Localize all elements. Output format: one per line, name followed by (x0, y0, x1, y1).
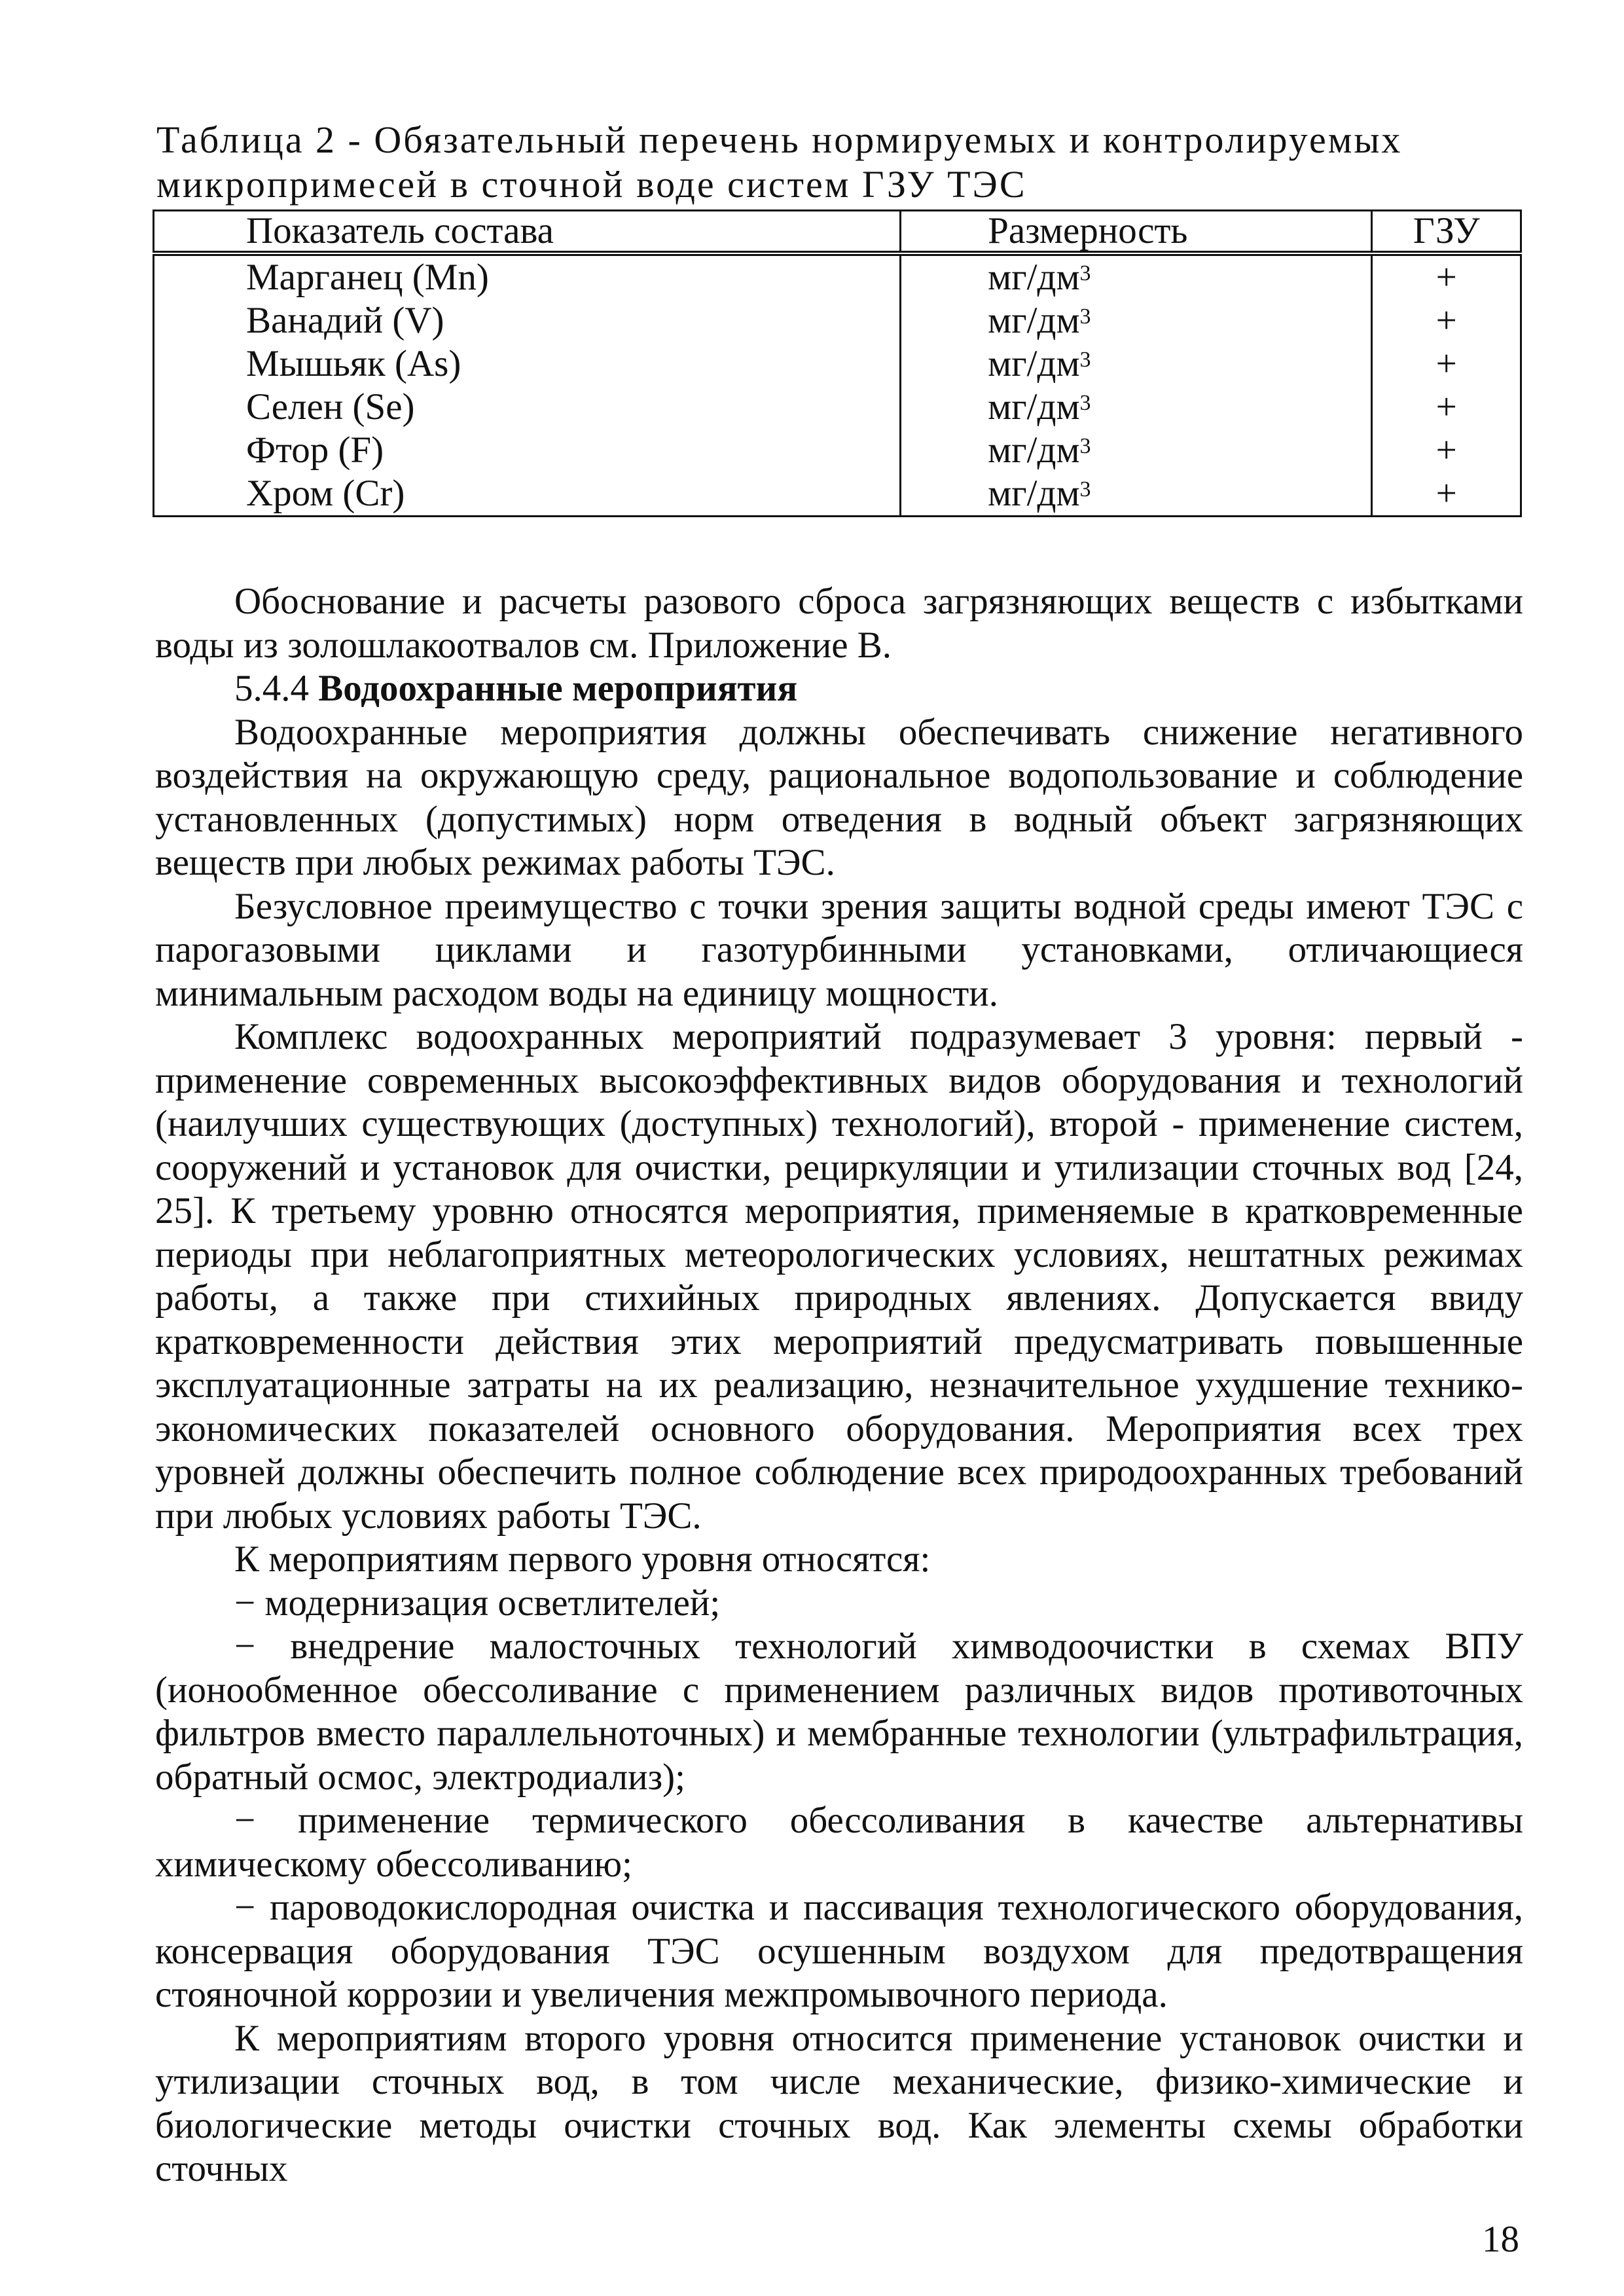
section-number: 5.4.4 (234, 668, 309, 709)
section-heading (155, 667, 1523, 711)
row-unit (901, 253, 1372, 299)
table-header-row (154, 211, 1521, 254)
unit-base: мг/дм (988, 343, 1080, 384)
row-unit (901, 299, 1372, 342)
row-indicator: Ванадий (V) (154, 299, 901, 342)
paragraph-second-level: К мероприятиям второго уровня относится применение установок очистки и утилизации сточных вод, в том числе механические, физико-химические и биологические методы очистки сточных вод. Как элементы схемы обработки сточных (155, 2017, 1523, 2189)
table-row (154, 299, 1521, 342)
unit-power: 3 (1079, 434, 1091, 458)
row-mark: + (1372, 253, 1521, 299)
unit-base: мг/дм (988, 429, 1080, 471)
paragraph-justification: Обоснование и расчеты разового сброса загрязняющих веществ с избытками воды из золошлакоотвалов см. Приложение В. (155, 581, 1523, 666)
section-title: Водоохранные мероприятия (318, 668, 798, 709)
row-indicator: Селен (Se) (154, 386, 901, 429)
page-number: 18 (1482, 2219, 1519, 2260)
list-item: − применение термического обессоливания в качестве альтернативы химическому обессоливанию; (155, 1800, 1523, 1885)
unit-power: 3 (1079, 304, 1091, 329)
row-indicator: Фтор (F) (154, 429, 901, 472)
header-unit: Размерность (901, 211, 1372, 254)
row-mark: + (1372, 299, 1521, 342)
paragraph-first-level-intro: К мероприятиям первого уровня относятся: (234, 1539, 931, 1580)
row-mark: + (1372, 342, 1521, 386)
unit-base: мг/дм (988, 300, 1080, 341)
body-text (155, 580, 1523, 2191)
row-mark: + (1372, 472, 1521, 517)
row-mark: + (1372, 386, 1521, 429)
paragraph-advantage: Безусловное преимущество с точки зрения защиты водной среды имеют ТЭС с парогазовыми циклами и газотурбинными установками, отличающиеся минимальным расходом воды на единицу мощности. (155, 885, 1523, 1014)
paragraph-purpose: Водоохранные мероприятия должны обеспечивать снижение негативного воздействия на окружающую среду, рациональное водопользование и соблюдение установленных (допустимых) норм отведения в водный объект загрязняющих веществ при любых режимах работы ТЭС. (155, 711, 1523, 883)
impurities-table (153, 210, 1522, 517)
table-row (154, 342, 1521, 386)
unit-power: 3 (1079, 348, 1091, 372)
row-mark: + (1372, 429, 1521, 472)
header-gzu: ГЗУ (1372, 211, 1521, 254)
unit-power: 3 (1079, 261, 1091, 285)
unit-power: 3 (1079, 391, 1091, 415)
list-item: − пароводокислородная очистка и пассивация технологического оборудования, консервация оборудования ТЭС осушенным воздухом для предотвращения стояночной коррозии и увеличения межпромывочного периода. (155, 1887, 1523, 2015)
row-unit (901, 386, 1372, 429)
table-caption-line-1: Таблица 2 - Обязательный перечень нормируемых и контролируемых (156, 118, 1403, 161)
table-caption-line-2: микропримесей в сточной воде систем ГЗУ ТЭС (156, 163, 1027, 206)
table-caption (156, 118, 1523, 207)
list-item: − внедрение малосточных технологий химводоочистки в схемах ВПУ (ионообменное обессоливание с применением различных видов противоточных фильтров вместо параллельноточных) и мембранные технологии (ультрафильтрация, обратный осмос, электродиализ); (155, 1626, 1523, 1798)
row-unit (901, 342, 1372, 386)
unit-base: мг/дм (988, 257, 1080, 298)
table-row (154, 386, 1521, 429)
unit-base: мг/дм (988, 473, 1080, 514)
document-page (155, 118, 1523, 2191)
unit-base: мг/дм (988, 386, 1080, 428)
paragraph-levels: Комплекс водоохранных мероприятий подразумевает 3 уровня: первый - применение современных высокоэффективных видов оборудования и технологий (наилучших существующих (доступных) технологий), второй - применение систем, сооружений и установок для очистки, рециркуляции и утилизации сточных вод [24, 25]. К третьему уровню относятся мероприятия, применяемые в кратковременные периоды при неблагоприятных метеорологических условиях, нештатных режимах работы, а также при стихийных природных явлениях. Допускается ввиду кратковременности действия этих мероприятий предусматривать повышенные эксплуатационные затраты на их реализацию, незначительное ухудшение технико-экономических показателей основного оборудования. Мероприятия всех трех уровней должны обеспечить полное соблюдение всех природоохранных требований при любых условиях работы ТЭС. (155, 1016, 1523, 1537)
row-indicator: Марганец (Mn) (154, 253, 901, 299)
row-unit (901, 429, 1372, 472)
row-indicator: Мышьяк (As) (154, 342, 901, 386)
header-indicator: Показатель состава (154, 211, 901, 254)
row-unit (901, 472, 1372, 517)
table-row (154, 472, 1521, 517)
table-row (154, 429, 1521, 472)
table-row (154, 253, 1521, 299)
unit-power: 3 (1079, 477, 1091, 501)
row-indicator: Хром (Cr) (154, 472, 901, 517)
list-item: − модернизация осветлителей; (234, 1582, 721, 1624)
